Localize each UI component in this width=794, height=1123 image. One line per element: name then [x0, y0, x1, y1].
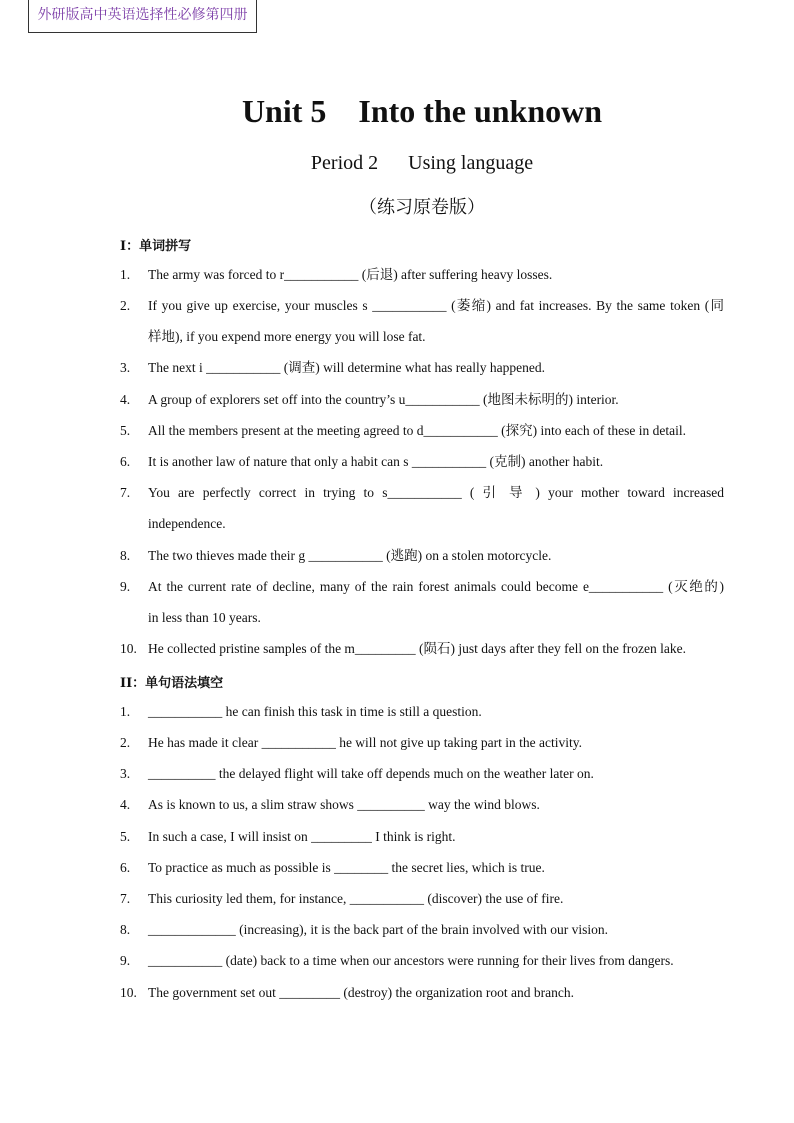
item-number: 9.	[120, 953, 131, 968]
item-number: 8.	[120, 548, 131, 563]
item-text: The government set out _________ (destroy) the organization root and branch.	[148, 985, 575, 1000]
item-number: 6.	[120, 860, 131, 875]
item-number: 7.	[120, 485, 131, 500]
item-text: To practice as much as possible is ________ the secret lies, which is true.	[148, 860, 545, 875]
list-item	[120, 352, 724, 383]
item-text: He collected pristine samples of the m_________ (陨石) just days after they fell on the frozen lake.	[148, 641, 686, 656]
item-text-continued: in less than 10 years.	[148, 610, 261, 625]
page-title: Unit 5 Into the unknown	[241, 93, 603, 129]
page-subtitle: Period 2 Using language	[310, 152, 534, 174]
item-text: If you give up exercise, your muscles s ___________ (萎缩) and fat increases. By the same token (同	[148, 298, 724, 313]
item-text: The army was forced to r___________ (后退) after suffering heavy losses.	[148, 267, 553, 282]
list-item	[120, 571, 724, 633]
item-text: He has made it clear ___________ he will not give up taking part in the activity.	[148, 735, 583, 750]
item-text: ___________ (date) back to a time when our ancestors were running for their lives from dangers.	[148, 953, 674, 968]
item-number: 5.	[120, 829, 131, 844]
list-item	[120, 945, 724, 976]
item-number: 6.	[120, 454, 131, 469]
item-number: 4.	[120, 797, 131, 812]
list-item	[120, 789, 724, 820]
list-item	[120, 977, 724, 1008]
item-number: 3.	[120, 360, 131, 375]
item-number: 1.	[120, 704, 131, 719]
item-text-continued: independence.	[148, 516, 226, 531]
item-text: At the current rate of decline, many of the rain forest animals could become e___________ (灭绝的)	[148, 579, 724, 594]
section-heading-grammar: II：单句语法填空	[120, 676, 224, 691]
item-text-continued: 样地), if you expend more energy you will lose fat.	[148, 329, 426, 344]
item-number: 8.	[120, 922, 131, 937]
item-number: 7.	[120, 891, 131, 906]
item-number: 10.	[120, 985, 137, 1000]
item-number: 5.	[120, 423, 131, 438]
item-number: 2.	[120, 735, 131, 750]
item-text: The next i ___________ (调查) will determine what has really happened.	[148, 360, 546, 375]
list-item	[120, 821, 724, 852]
item-number: 3.	[120, 766, 131, 781]
list-item	[120, 446, 724, 477]
list-item	[120, 384, 724, 415]
item-text: You are perfectly correct in trying to s___________ ( 引 导 ) your mother toward increased	[148, 485, 724, 500]
item-text: This curiosity led them, for instance, ___________ (discover) the use of fire.	[148, 891, 564, 906]
item-number: 9.	[120, 579, 131, 594]
item-number: 4.	[120, 392, 131, 407]
item-text: As is known to us, a slim straw shows __________ way the wind blows.	[148, 797, 540, 812]
section-heading-spelling: I：单词拼写	[120, 239, 192, 254]
list-item	[120, 883, 724, 914]
header-tag: 外研版高中英语选择性必修第四册	[28, 0, 257, 33]
list-item	[120, 259, 724, 290]
item-text: It is another law of nature that only a habit can s ___________ (克制) another habit.	[148, 454, 604, 469]
item-text: ___________ he can finish this task in time is still a question.	[148, 704, 482, 719]
item-text: A group of explorers set off into the country’s u___________ (地图未标明的) interior.	[148, 392, 619, 407]
item-number: 2.	[120, 298, 131, 313]
list-item	[120, 290, 724, 352]
item-text: __________ the delayed flight will take off depends much on the weather later on.	[148, 766, 594, 781]
list-item	[120, 914, 724, 945]
item-text: The two thieves made their g ___________ (逃跑) on a stolen motorcycle.	[148, 548, 552, 563]
item-text: All the members present at the meeting agreed to d___________ (探究) into each of these in detail.	[148, 423, 686, 438]
list-item	[120, 477, 724, 539]
list-item	[120, 758, 724, 789]
item-text: In such a case, I will insist on _________ I think is right.	[148, 829, 456, 844]
list-item	[120, 727, 724, 758]
version-label: （练习原卷版）	[359, 197, 485, 218]
item-number: 10.	[120, 641, 137, 656]
list-item	[120, 415, 724, 446]
item-number: 1.	[120, 267, 131, 282]
list-item	[120, 633, 724, 664]
list-item	[120, 540, 724, 571]
list-item	[120, 852, 724, 883]
item-text: _____________ (increasing), it is the back part of the brain involved with our vision.	[148, 922, 609, 937]
list-item	[120, 696, 724, 727]
